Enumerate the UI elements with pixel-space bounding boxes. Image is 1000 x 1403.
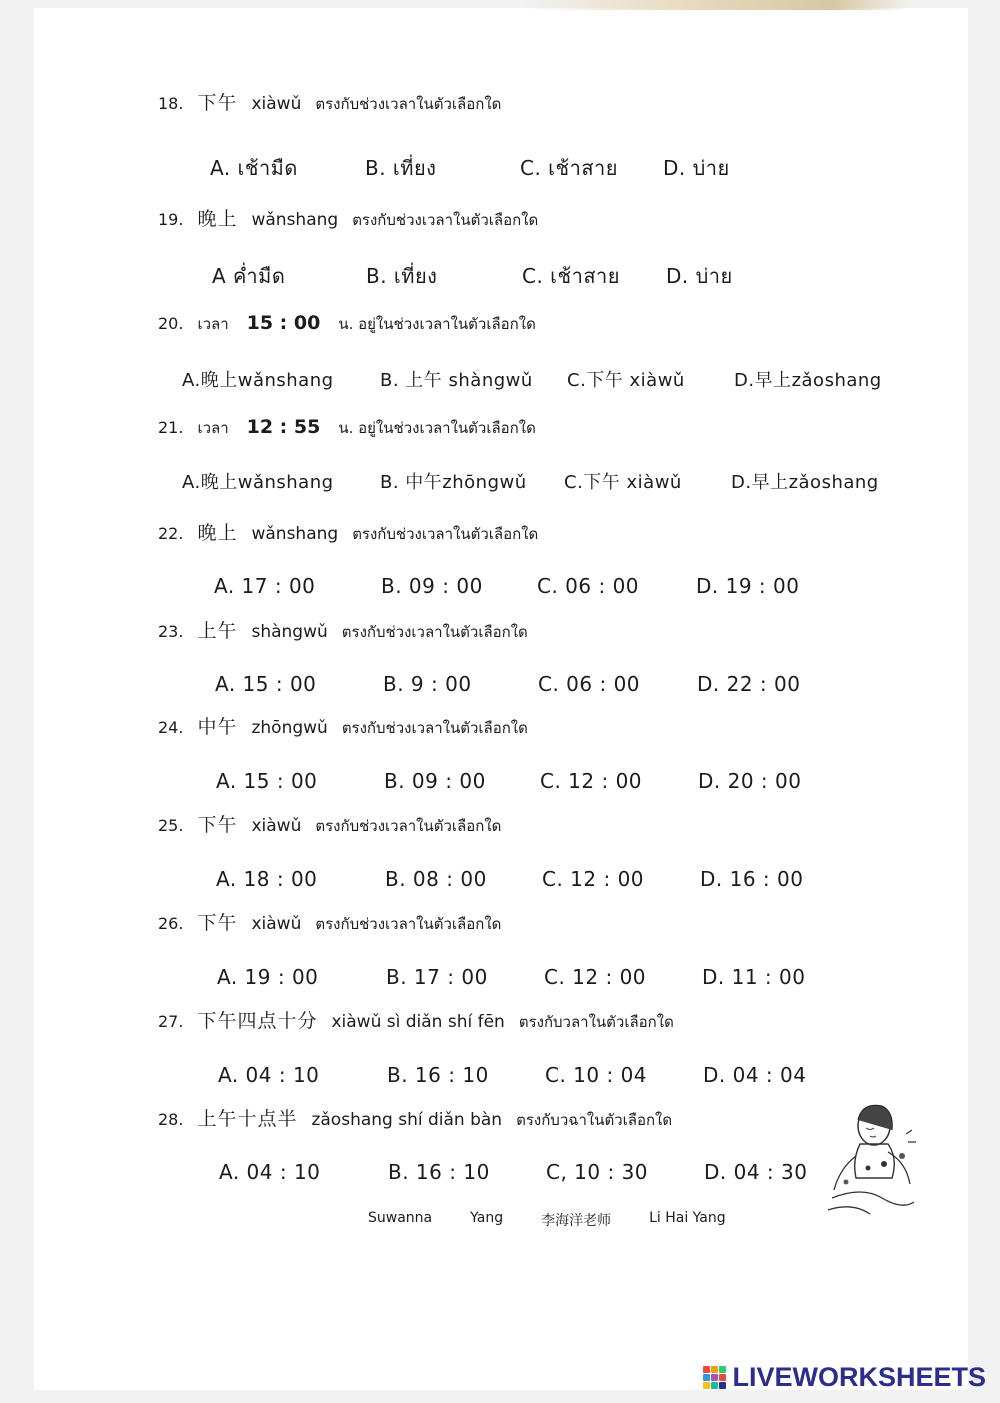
options-21 bbox=[0, 468, 1000, 502]
chinese-term: 下午 bbox=[197, 912, 238, 934]
option-c[interactable]: C. เช้าสาย bbox=[522, 264, 620, 288]
pinyin: xiàwǔ bbox=[251, 816, 302, 836]
question-27 bbox=[158, 1006, 674, 1034]
liveworksheets-brand[interactable] bbox=[703, 1362, 986, 1393]
question-22 bbox=[158, 518, 538, 546]
pinyin: shàngwǔ bbox=[251, 622, 328, 642]
option-c[interactable]: C. เช้าสาย bbox=[520, 156, 618, 180]
options-19 bbox=[0, 260, 1000, 294]
pinyin: xiàwǔ sì diǎn shí fēn bbox=[331, 1012, 505, 1032]
question-24 bbox=[158, 712, 528, 740]
sketch-girl-illustration bbox=[822, 1098, 918, 1223]
chinese-term: 下午 bbox=[197, 814, 238, 836]
option-a[interactable]: A.晚上wǎnshang bbox=[182, 472, 334, 493]
option-c[interactable]: C. 12 : 00 bbox=[540, 769, 643, 793]
option-a[interactable]: A.晚上wǎnshang bbox=[182, 370, 334, 391]
option-a[interactable]: A. 04 : 10 bbox=[219, 1160, 321, 1184]
option-d[interactable]: D. 04 : 30 bbox=[704, 1160, 808, 1184]
option-b[interactable]: B. 09 : 00 bbox=[381, 574, 483, 598]
option-d[interactable]: D. 16 : 00 bbox=[700, 867, 804, 891]
option-a[interactable]: A. 18 : 00 bbox=[216, 867, 318, 891]
teacher-chinese-name: 李海洋老师 bbox=[541, 1213, 612, 1229]
question-prompt: น. อยู่ในช่วงเวลาในตัวเลือกใด bbox=[338, 419, 536, 437]
option-b[interactable]: B. 中午zhōngwǔ bbox=[380, 472, 527, 493]
option-a[interactable]: A. 15 : 00 bbox=[215, 672, 317, 696]
chinese-term: 下午 bbox=[197, 92, 238, 114]
question-number: 18. bbox=[158, 94, 184, 113]
chinese-term: 下午四点十分 bbox=[197, 1010, 318, 1032]
question-time: 12 : 55 bbox=[246, 416, 321, 438]
options-23 bbox=[0, 672, 1000, 706]
question-prompt: ตรงกับช่วงเวลาในตัวเลือกใด bbox=[352, 525, 539, 543]
author-last-name: Yang bbox=[470, 1210, 504, 1226]
option-d[interactable]: D. บ่าย bbox=[666, 264, 733, 288]
options-24 bbox=[0, 769, 1000, 803]
options-20 bbox=[0, 366, 1000, 400]
option-c[interactable]: C.下午 xiàwǔ bbox=[564, 472, 682, 493]
teacher-name: Li Hai Yang bbox=[649, 1210, 726, 1226]
question-number: 27. bbox=[158, 1012, 184, 1031]
option-d[interactable]: D. 04 : 04 bbox=[703, 1063, 807, 1087]
question-time: 15 : 00 bbox=[246, 312, 321, 334]
option-b[interactable]: B. เที่ยง bbox=[366, 264, 438, 288]
question-25 bbox=[158, 810, 501, 838]
question-prompt: น. อยู่ในช่วงเวลาในตัวเลือกใด bbox=[338, 315, 536, 333]
option-d[interactable]: D.早上zǎoshang bbox=[731, 472, 879, 493]
chinese-term: 晚上 bbox=[197, 208, 238, 230]
option-b[interactable]: B. เที่ยง bbox=[365, 156, 437, 180]
option-c[interactable]: C.下午 xiàwǔ bbox=[567, 370, 685, 391]
option-a[interactable]: A. 15 : 00 bbox=[216, 769, 318, 793]
question-prompt: ตรงกับช่วงเวลาในตัวเลือกใด bbox=[341, 623, 528, 641]
chinese-term: 上午 bbox=[197, 620, 238, 642]
options-18 bbox=[0, 152, 1000, 186]
question-prefix: เวลา bbox=[197, 315, 229, 333]
question-19 bbox=[158, 204, 538, 232]
option-b[interactable]: B. 09 : 00 bbox=[384, 769, 486, 793]
chinese-term: 晚上 bbox=[197, 522, 238, 544]
author-first-name: Suwanna bbox=[368, 1210, 433, 1226]
options-25 bbox=[0, 867, 1000, 901]
option-b[interactable]: B. 16 : 10 bbox=[388, 1160, 490, 1184]
question-number: 21. bbox=[158, 418, 184, 437]
option-c[interactable]: C, 10 : 30 bbox=[546, 1160, 649, 1184]
option-d[interactable]: D. 22 : 00 bbox=[697, 672, 801, 696]
question-number: 25. bbox=[158, 816, 184, 835]
page-edge-decoration bbox=[520, 0, 910, 10]
option-d[interactable]: D. บ่าย bbox=[663, 156, 730, 180]
pinyin: wǎnshang bbox=[251, 524, 339, 544]
option-d[interactable]: D. 20 : 00 bbox=[698, 769, 802, 793]
question-28 bbox=[158, 1104, 672, 1132]
option-a[interactable]: A. 04 : 10 bbox=[218, 1063, 320, 1087]
question-prompt: ตรงกับช่วงเวลาในตัวเลือกใด bbox=[341, 719, 528, 737]
option-c[interactable]: C. 12 : 00 bbox=[544, 965, 647, 989]
pinyin: xiàwǔ bbox=[251, 94, 302, 114]
question-prompt: ตรงกับช่วงเวลาในตัวเลือกใด bbox=[352, 211, 539, 229]
option-b[interactable]: B. 17 : 00 bbox=[386, 965, 488, 989]
question-prompt: ตรงกับช่วงเวลาในตัวเลือกใด bbox=[315, 915, 502, 933]
option-d[interactable]: D.早上zǎoshang bbox=[734, 370, 882, 391]
question-number: 23. bbox=[158, 622, 184, 641]
question-26 bbox=[158, 908, 501, 936]
pinyin: xiàwǔ bbox=[251, 914, 302, 934]
option-c[interactable]: C. 06 : 00 bbox=[537, 574, 640, 598]
question-prefix: เวลา bbox=[197, 419, 229, 437]
option-d[interactable]: D. 19 : 00 bbox=[696, 574, 800, 598]
chinese-term: 中午 bbox=[197, 716, 238, 738]
options-26 bbox=[0, 965, 1000, 999]
question-prompt: ตรงกับวฉาในตัวเลือกใด bbox=[516, 1111, 673, 1129]
question-23 bbox=[158, 616, 528, 644]
question-21 bbox=[158, 416, 536, 440]
liveworksheets-logo-icon bbox=[703, 1366, 726, 1389]
option-b[interactable]: B. 9 : 00 bbox=[383, 672, 472, 696]
question-number: 22. bbox=[158, 524, 184, 543]
worksheet-footer bbox=[368, 1210, 726, 1230]
question-20 bbox=[158, 312, 536, 336]
question-prompt: ตรงกับช่วงเวลาในตัวเลือกใด bbox=[315, 817, 502, 835]
question-number: 24. bbox=[158, 718, 184, 737]
question-prompt: ตรงกับวลาในตัวเลือกใด bbox=[518, 1013, 674, 1031]
question-prompt: ตรงกับช่วงเวลาในตัวเลือกใด bbox=[315, 95, 502, 113]
option-c[interactable]: C. 06 : 00 bbox=[538, 672, 641, 696]
pinyin: zhōngwǔ bbox=[251, 718, 328, 738]
option-c[interactable]: C. 10 : 04 bbox=[545, 1063, 648, 1087]
option-a[interactable]: A ค่ำมืด bbox=[212, 264, 286, 288]
question-number: 19. bbox=[158, 210, 184, 229]
option-b[interactable]: B. 16 : 10 bbox=[387, 1063, 489, 1087]
option-a[interactable]: A. 17 : 00 bbox=[214, 574, 316, 598]
option-b[interactable]: B. 上午 shàngwǔ bbox=[380, 370, 533, 391]
option-d[interactable]: D. 11 : 00 bbox=[702, 965, 806, 989]
option-b[interactable]: B. 08 : 00 bbox=[385, 867, 487, 891]
question-number: 28. bbox=[158, 1110, 184, 1129]
pinyin: wǎnshang bbox=[251, 210, 339, 230]
option-a[interactable]: A. เช้ามืด bbox=[210, 156, 298, 180]
option-c[interactable]: C. 12 : 00 bbox=[542, 867, 645, 891]
option-a[interactable]: A. 19 : 00 bbox=[217, 965, 319, 989]
question-18 bbox=[158, 88, 501, 116]
options-27 bbox=[0, 1063, 1000, 1097]
brand-text: LIVEWORKSHEETS bbox=[732, 1362, 986, 1392]
pinyin: zǎoshang shí diǎn bàn bbox=[311, 1110, 503, 1130]
chinese-term: 上午十点半 bbox=[197, 1108, 298, 1130]
question-number: 26. bbox=[158, 914, 184, 933]
options-22 bbox=[0, 574, 1000, 608]
question-number: 20. bbox=[158, 314, 184, 333]
